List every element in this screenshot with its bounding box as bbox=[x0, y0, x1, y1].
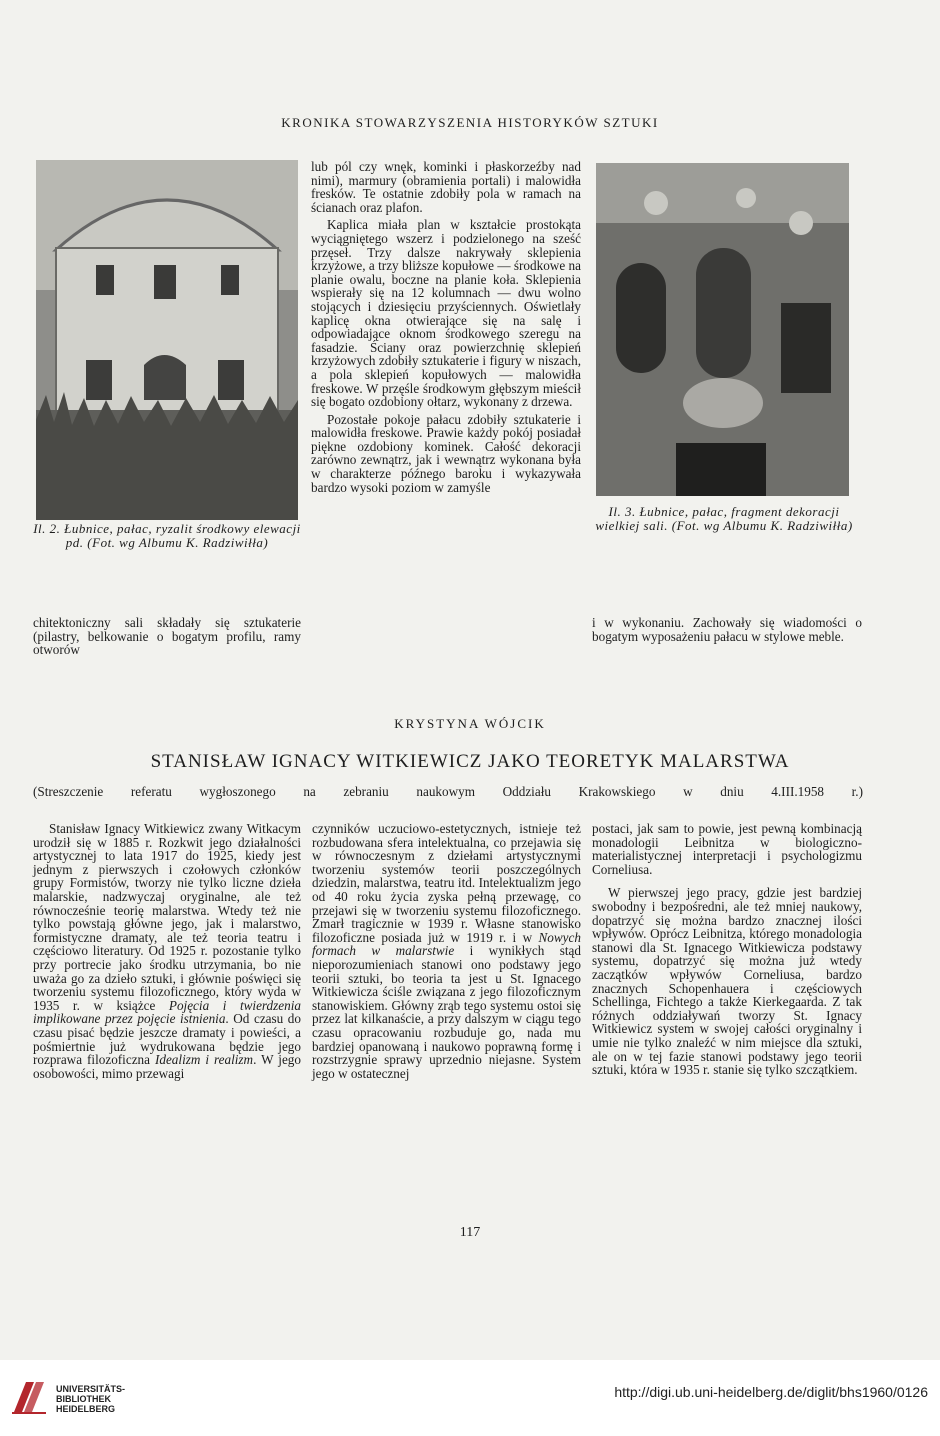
article-column-1 bbox=[33, 822, 301, 1080]
text-run: czynników uczuciowo-estetycznych, istnieje też rozbudowana sfera intelektualna, co przejawia się w równoczesnym z dziełami artystycznymi tworzeniu systemów teorii poszczególnych dziedzin, malarstwa, teatru itd. Intelektualizm jego od 40 roku życia zyska pełną przewagę, co przejawi się w tworzeniu systemu filozoficznego. Zmarł tragicznie w 1939 r. Własne stanowisko filozoficzne posiada już w 1919 r. i w bbox=[312, 821, 581, 945]
top-right-continuation bbox=[592, 616, 862, 643]
text-run: Stanisław Ignacy Witkiewicz zwany Witkacym urodził się w 1885 r. Rozkwit jego działalności artystycznej to lata 1917 do 1925, kiedy jest jednym z pierwszych i czołowych członków grupy Formistów, tworzy nie tylko liczne dzieła malarskie, nadzwyczaj oryginalne, ale też równocześnie teorię malarstwa. Wtedy też nie tylko powstają główne jego, jak i malarstwo, formistyczne dramaty, ale też teoria teatru i częściowo literatury. Od 1925 r. pozostanie tylko przy portrecie jako środku utrzymania, bo nie uważa go za dzieło sztuki, i głównie poświęci się tworzeniu systemu filozoficznego, który wyda w 1935 r. w książce bbox=[33, 821, 301, 1013]
book-title: Idealizm i realizm bbox=[154, 1052, 254, 1068]
paragraph: i w wykonaniu. Zachowały się wiadomości o bogatym wyposażeniu pałacu w stylowe meble. bbox=[592, 615, 862, 644]
permalink-url[interactable]: http://digi.ub.uni-heidelberg.de/diglit/bhs1960/0126 bbox=[614, 1384, 928, 1400]
palace-facade-image bbox=[36, 160, 298, 520]
paragraph: Kaplica miała plan w kształcie prostokąta wyciągniętego wszerz i podzielonego na sześć przęseł. Trzy dalsze nakrywały sklepienia krzyżowe, a trzy bliższe kopułowe — środkowe na planie owalu, boczne na planie koła. Sklepienia wspierały się na 12 kolumnach — dwu wolno stojących i dziesięciu przyściennych. Oświetlały kaplicę okna otwierające się na salę i odpowiadające oknom środkowego szeregu na fasadzie. Ściany oraz powierzchnię sklepień krzyżowych zdobiły sztukaterie i figury w niszach, a pola sklepień kopułowych — malowidła freskowe. W przęśle środkowym głębszym mieścił się bogato ozdobiony ołtarz, wykonany z drzewa. bbox=[311, 217, 581, 410]
article-author: KRYSTYNA WÓJCIK bbox=[394, 716, 546, 731]
book-title: Nowych formach w malarstwie bbox=[312, 929, 581, 959]
page-number: 117 bbox=[459, 1225, 481, 1240]
paragraph: lub pól czy wnęk, kominki i płaskorzeźby nad nimi), marmury (obramienia portali) i malowidła fresków. Te ostatnie zdobiły pola w ramach na ścianach oraz plafon. bbox=[311, 159, 581, 215]
palace-facade-photo bbox=[36, 160, 298, 520]
text-run: . W jego osobowości, mimo przewagi bbox=[33, 1052, 301, 1081]
paragraph bbox=[33, 822, 301, 1080]
university-library-logo-icon bbox=[10, 1376, 50, 1416]
book-title: Pojęcia i twierdzenia implikowane przez pojęcie istnienia bbox=[33, 997, 301, 1027]
article-column-2 bbox=[312, 822, 581, 1080]
article-title: STANISŁAW IGNACY WITKIEWICZ JAKO TEORETYK MALARSTWA bbox=[150, 751, 790, 772]
interior-decoration-image bbox=[596, 163, 849, 496]
article-column-3 bbox=[592, 822, 862, 1077]
text-run: . Od czasu do czasu pisać będzie jeszcze dramaty i powieści, a pośmiertnie już wydrukowana będzie jego rozprawa filozoficzna bbox=[33, 1011, 301, 1068]
paragraph bbox=[312, 822, 581, 1080]
footer-bar bbox=[0, 1360, 940, 1436]
library-name bbox=[56, 1384, 125, 1414]
text-run: i wynikłych stąd nieporozumieniach stanowi ono podstawy jego teorii sztuki, bo teoria ta jest u St. Ignacego Witkiewicza ściśle związana z jego filozoficznym stanowiskiem. Główny zrąb tego systemu ostoi się przez lat kilkanaście, a przy dalszym w ciągu tego czasu opracowaniu rozbuduje go, nada mu bardziej opanowaną i naukowo poprawną formę i rozstrzygnie sprawy uprzednio niejasne. System jego w ostatecznej bbox=[312, 943, 581, 1081]
figure-2-caption: Il. 2. Łubnice, pałac, ryzalit środkowy elewacji pd. (Fot. wg Albumu K. Radziwiłła) bbox=[33, 521, 301, 550]
running-head: KRONIKA STOWARZYSZENIA HISTORYKÓW SZTUKI bbox=[281, 115, 659, 130]
paragraph: W pierwszej jego pracy, gdzie jest bardziej swobodny i bezpośredni, ale też mniej naukowy, dopatrzyć się można bardzo znacznej ilości wpływów. Oprócz Leibnitza, którego monadologia stanowi dla St. Ignacego Witkiewicza podstawy systemu, dopatrzyć się można już wtedy zaczątków wpływów Corneliusa, bardzo znacznych Schopenhauera i częściowych Schellinga, Fichtego a także Kierkegaarda. Z tak różnych oddziaływań tworzy St. Ignacy Witkiewicz system w swojej całości oryginalny i umie nie tylko znaleźć w nim miejsce dla sztuki, ale on w tej fazie stanowi podstawy jego teorii sztuki, która w 1935 r. stanie się tylko szczątkiem. bbox=[592, 885, 862, 1078]
interior-decoration-photo bbox=[596, 163, 849, 496]
figure-3-caption: Il. 3. Łubnice, pałac, fragment dekoracji wielkiej sali. (Fot. wg Albumu K. Radziwiłła) bbox=[595, 504, 853, 533]
paragraph: postaci, jak sam to powie, jest pewną kombinacją monadologii Leibnitza w biologiczno-materialistycznej interpretacji i psychologizmu Corneliusa. bbox=[592, 821, 862, 877]
library-name-line: BIBLIOTHEK bbox=[56, 1394, 111, 1404]
paragraph: chitektoniczny sali składały się sztukaterie (pilastry, belkowanie o bogatym profilu, ramy otworów bbox=[33, 615, 301, 658]
top-middle-column bbox=[311, 160, 581, 494]
top-left-continuation bbox=[33, 616, 301, 657]
library-name-line: HEIDELBERG bbox=[56, 1404, 116, 1414]
library-name-line: UNIVERSITÄTS- bbox=[56, 1384, 126, 1394]
paragraph: Pozostałe pokoje pałacu zdobiły sztukaterie i malowidła freskowe. Prawie każdy pokój posiadał piękne ozdobiony kominek. Całość dekoracji zarówno zewnątrz, jak i wewnątrz wykonana była w charakterze późnego baroku i wykazywała bardzo wysoki poziom w zamyśle bbox=[311, 411, 581, 495]
article-subtitle: (Streszczenie referatu wygłoszonego na zebraniu naukowym Oddziału Krakowskiego w dniu 4.III.1958 r.) bbox=[33, 784, 863, 799]
